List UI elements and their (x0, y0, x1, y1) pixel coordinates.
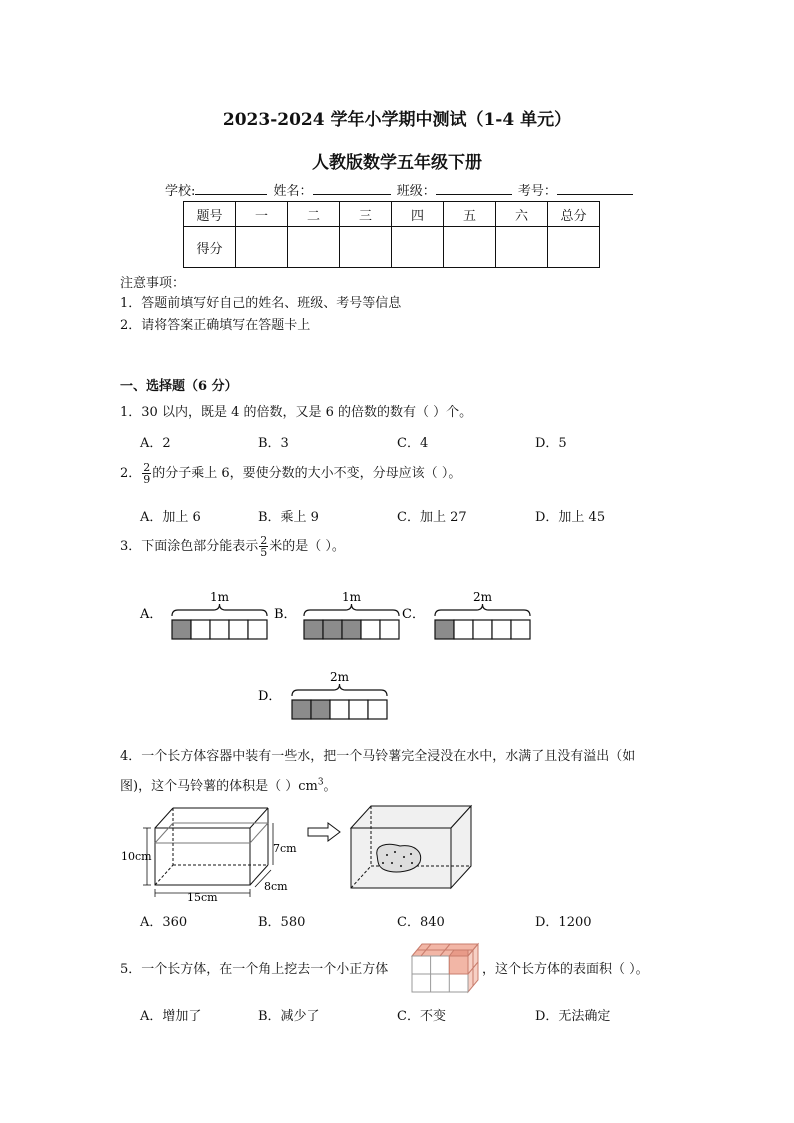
q4-line2-suffix: 。 (323, 779, 337, 794)
q3-suffix: 米的是（ ）。 (269, 539, 345, 554)
container-with-water (155, 808, 268, 885)
brace (292, 684, 387, 696)
empty-cell (349, 700, 368, 719)
q2-option-a[interactable]: A．加上 6 (140, 510, 201, 525)
q3-prefix: 3．下面涂色部分能表示 (120, 539, 259, 554)
page-subtitle: 人教版数学五年级下册 (312, 153, 482, 173)
class-field[interactable] (436, 182, 512, 195)
dim-water-label: 7cm (273, 842, 297, 855)
empty-cell (473, 620, 492, 639)
score-cell[interactable] (340, 227, 392, 268)
empty-cell (229, 620, 248, 639)
q2-option-b[interactable]: B．乘上 9 (258, 510, 319, 525)
school-label: 学校: (165, 184, 196, 199)
table-cell: 总分 (548, 202, 600, 227)
empty-cell (454, 620, 473, 639)
q2-prefix: 2． (120, 466, 142, 481)
q3-figures (0, 580, 794, 725)
student-info-row (165, 180, 635, 199)
question-3-text (120, 535, 345, 558)
empty-cell (191, 620, 210, 639)
brace-label: 1m (341, 590, 362, 604)
q3-bar-a (172, 590, 267, 639)
q2-option-d[interactable]: D．加上 45 (535, 510, 606, 525)
score-cell[interactable] (288, 227, 340, 268)
q3-bar-d (292, 670, 387, 719)
brace-label: 2m (472, 590, 493, 604)
q1-option-a[interactable]: A．2 (140, 436, 171, 451)
question-4-line1: 4．一个长方体容器中装有一些水，把一个马铃薯完全浸没在水中，水满了且没有溢出（如 (120, 749, 636, 764)
school-field[interactable] (195, 182, 267, 195)
potato-icon (377, 844, 421, 872)
q3-label-b[interactable]: B． (274, 607, 297, 622)
note-item: 1．答题前填写好自己的姓名、班级、考号等信息 (120, 296, 402, 311)
table-cell: 四 (392, 202, 444, 227)
brace (435, 604, 530, 616)
empty-cell (248, 620, 267, 639)
q5-option-c[interactable]: C．不变 (397, 1009, 446, 1024)
class-label: 班级： (396, 184, 436, 199)
question-5-suffix: ，这个长方体的表面积（ ）。 (482, 962, 649, 977)
table-cell: 一 (236, 202, 288, 227)
question-2-text (120, 462, 461, 485)
q4-superscript: 3 (317, 777, 324, 788)
name-label: 姓名： (273, 184, 313, 199)
q5-option-d[interactable]: D．无法确定 (535, 1009, 611, 1024)
table-cell: 得分 (184, 227, 236, 268)
empty-cell (361, 620, 380, 639)
score-cell[interactable] (548, 227, 600, 268)
empty-cell (330, 700, 349, 719)
q2-stem: 的分子乘上 6，要使分数的大小不变，分母应该（ ）。 (152, 466, 462, 481)
fraction-denominator: 9 (143, 473, 151, 486)
brace-label: 2m (329, 670, 350, 684)
fraction-numerator: 2 (143, 461, 151, 474)
q1-option-c[interactable]: C．4 (397, 436, 429, 451)
q5-option-a[interactable]: A．增加了 (140, 1009, 202, 1024)
shaded-cell (292, 700, 311, 719)
q2-option-c[interactable]: C．加上 27 (397, 510, 467, 525)
table-cell: 二 (288, 202, 340, 227)
empty-cell (210, 620, 229, 639)
score-cell[interactable] (444, 227, 496, 268)
table-cell: 题号 (184, 202, 236, 227)
shaded-cell (304, 620, 323, 639)
score-cell[interactable] (496, 227, 548, 268)
q1-option-d[interactable]: D．5 (535, 436, 567, 451)
dim-width-label: 8cm (264, 880, 288, 893)
empty-cell (492, 620, 511, 639)
exam-number-label: 考号： (517, 184, 557, 199)
shaded-cell (311, 700, 330, 719)
empty-cell (380, 620, 399, 639)
question-4-line2 (120, 775, 337, 794)
note-item: 2．请将答案正确填写在答题卡上 (120, 318, 311, 333)
brace (304, 604, 399, 616)
q3-label-d[interactable]: D． (258, 689, 282, 704)
q3-bar-b (304, 590, 399, 639)
table-cell: 六 (496, 202, 548, 227)
score-table-header-row (184, 202, 600, 227)
q4-figure (115, 800, 495, 905)
empty-cell (368, 700, 387, 719)
q3-bar-c (435, 590, 530, 639)
table-cell: 三 (340, 202, 392, 227)
q4-option-c[interactable]: C．840 (397, 915, 445, 930)
score-table-score-row (184, 227, 600, 268)
notes-heading: 注意事项： (120, 276, 186, 291)
q5-option-b[interactable]: B．减少了 (258, 1009, 320, 1024)
shaded-cell (342, 620, 361, 639)
fraction-denominator: 5 (260, 546, 268, 559)
q3-label-c[interactable]: C． (402, 607, 425, 622)
section-heading: 一、选择题（6 分） (120, 379, 238, 394)
name-field[interactable] (313, 182, 391, 195)
question-1-text: 1．30 以内，既是 4 的倍数，又是 6 的倍数的数有（ ）个。 (120, 405, 473, 420)
score-cell[interactable] (392, 227, 444, 268)
q4-option-b[interactable]: B．580 (258, 915, 306, 930)
score-cell[interactable] (236, 227, 288, 268)
brace-label: 1m (209, 590, 230, 604)
arrow-right-icon (308, 823, 340, 841)
q3-label-a[interactable]: A． (140, 607, 163, 622)
fraction-numerator: 2 (260, 534, 268, 547)
q2-fraction (142, 462, 151, 485)
empty-cell (511, 620, 530, 639)
brace (172, 604, 267, 616)
shaded-cell (172, 620, 191, 639)
q4-option-d[interactable]: D．1200 (535, 915, 592, 930)
cube-with-corner-removed-icon (408, 940, 482, 996)
score-table (183, 201, 600, 268)
shaded-cell (435, 620, 454, 639)
q3-fraction (259, 535, 268, 558)
table-cell: 五 (444, 202, 496, 227)
dim-height-label: 10cm (121, 850, 152, 863)
shaded-cell (323, 620, 342, 639)
q1-option-b[interactable]: B．3 (258, 436, 289, 451)
q4-line2-prefix: 图)，这个马铃薯的体积是（ ）cm (120, 779, 318, 794)
question-5-prefix: 5．一个长方体，在一个角上挖去一个小正方体 (120, 962, 389, 977)
page-title: 2023-2024 学年小学期中测试（1-4 单元） (222, 110, 572, 130)
exam-number-field[interactable] (557, 182, 633, 195)
q4-option-a[interactable]: A．360 (140, 915, 188, 930)
dim-length-label: 15cm (187, 891, 218, 904)
